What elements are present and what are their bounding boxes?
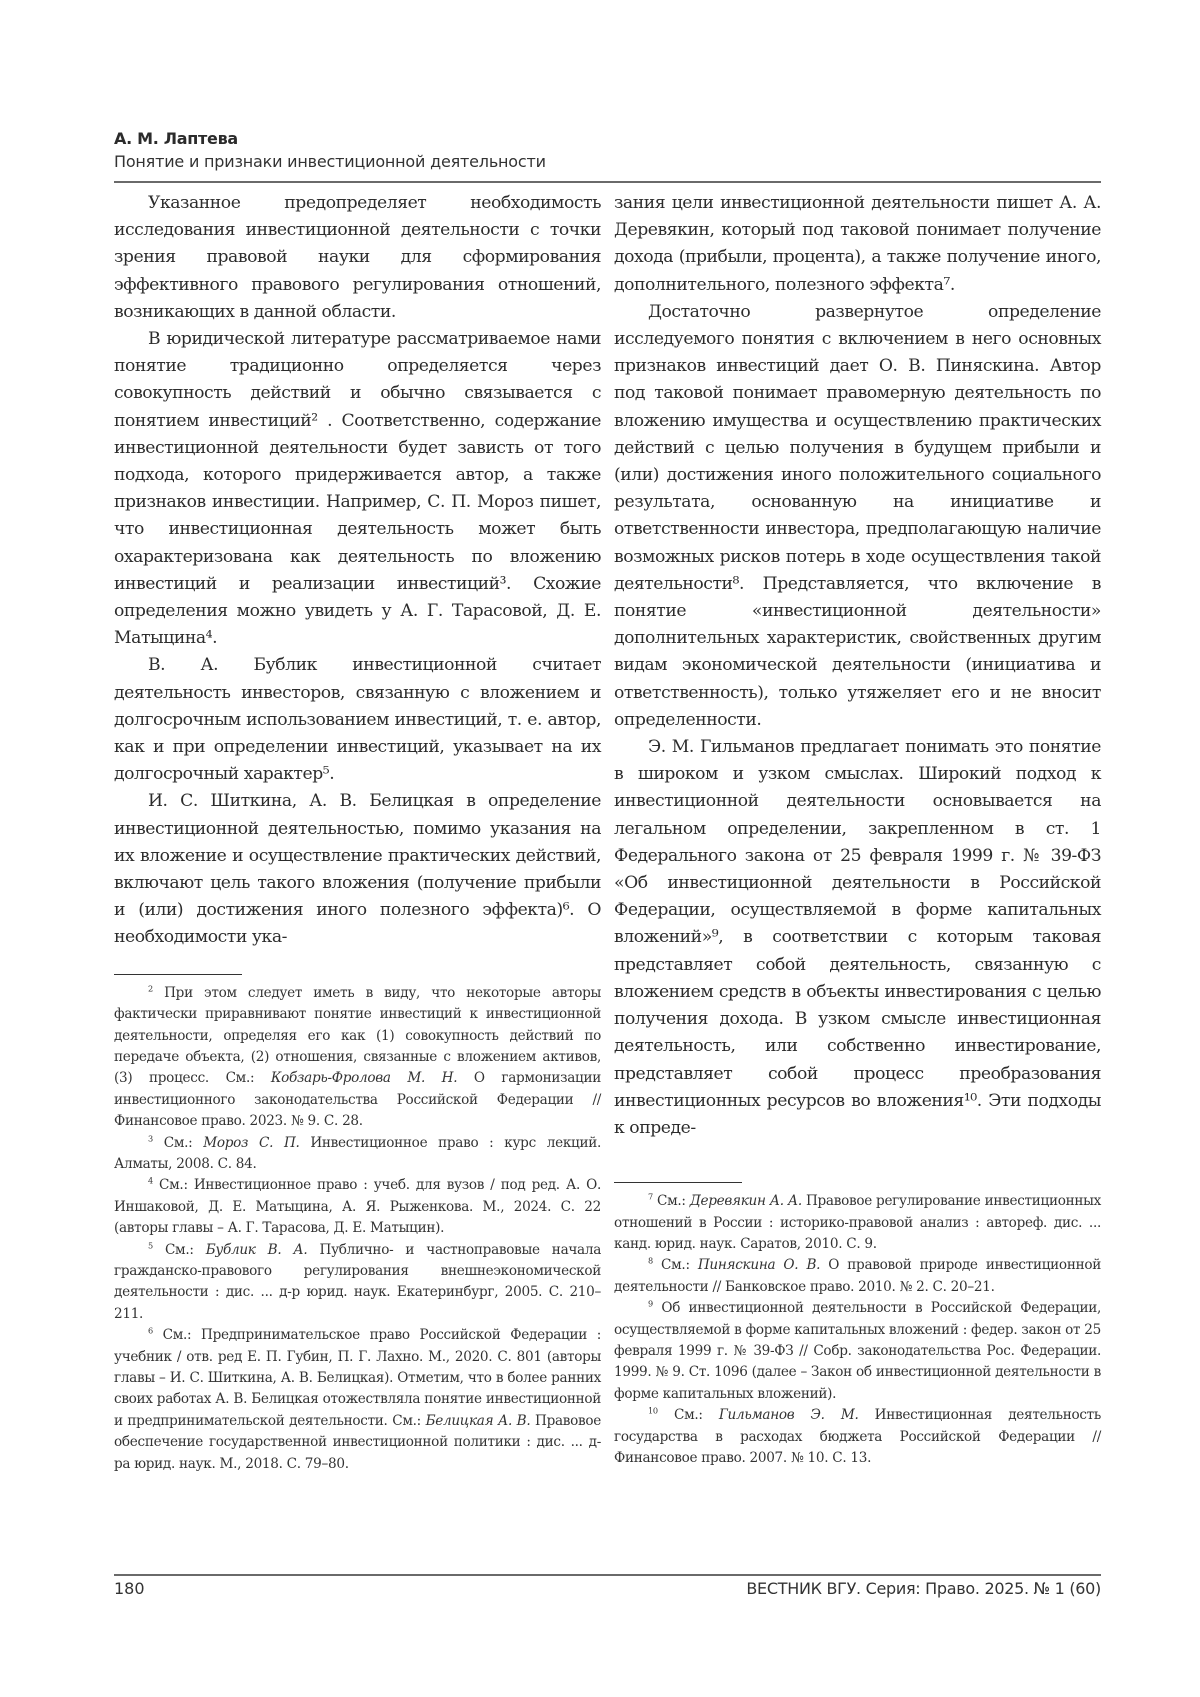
right-body-text	[614, 190, 1101, 1142]
footnote-number: 7	[648, 1191, 653, 1202]
cited-author: Кобзарь-Фролова М. Н.	[270, 1070, 458, 1087]
footnote-number: 8	[648, 1255, 653, 1266]
footnote-number: 3	[148, 1133, 153, 1143]
footnote-number: 4	[148, 1175, 153, 1186]
footnote-text: Правовое регулирование инвестиционных отношений в России : историко-правовой анализ : автореф. дис. ... канд. юрид. наук. Саратов, 2010. С. 9.	[614, 1193, 1102, 1252]
page-number: 180	[114, 1579, 145, 1598]
footnote	[114, 1175, 601, 1239]
footnote-number: 5	[148, 1240, 153, 1251]
footnote-divider	[614, 1182, 742, 1183]
paragraph: И. С. Шиткина, А. В. Белицкая в определение инвестиционной деятельностью, помимо указания на их вложение и осуществление практических действий, включают цель такого вложения (получение прибыли и (или) достижения иного полезного эффекта)⁶. О необходимости ука-	[114, 791, 601, 948]
footnote-number: 2	[148, 983, 153, 994]
footnote-number: 10	[648, 1405, 658, 1416]
left-column	[114, 190, 601, 1475]
left-body-text	[114, 190, 601, 952]
paragraph: В юридической литературе рассматриваемое нами понятие традиционно определяется через совокупность действий и обычно связывается с понятием инвестиций² . Соответственно, содержание инвестиционной деятельности будет зависть от того подхода, которого придерживается автор, а также признаков инвестиции. Например, С. П. Мороз пишет, что инвестиционная деятельность может быть охарактеризована как деятельность по вложению инвестиций и реализации инвестиций³. Схожие определения можно увидеть у А. Г. Тарасовой, Д. Е. Матыцина⁴.	[114, 329, 601, 649]
author-name: А. М. Лаптева	[114, 129, 238, 148]
cited-author: Мороз С. П.	[203, 1134, 300, 1151]
cited-author: Белицкая А. В.	[425, 1412, 531, 1429]
footnote-text: О гармонизации инвестиционного законодательства Российской Федерации // Финансовое право. 2023. № 9. С. 28.	[114, 1070, 601, 1130]
footnote	[114, 1133, 601, 1176]
footnote	[614, 1191, 1101, 1255]
footnote-text: Инвестиционная деятельность государства в расходах бюджета Российской Федерации // Финансовое право. 2007. № 10. С. 13.	[614, 1407, 1101, 1466]
right-footnotes	[614, 1191, 1101, 1469]
footnote-number: 9	[648, 1298, 653, 1309]
paragraph: Указанное предопределяет необходимость исследования инвестиционной деятельности с точки зрения правовой науки для сформирования эффективного правового регулирования отношений, возникающих в данной области.	[114, 193, 601, 322]
header-divider	[114, 181, 1101, 183]
footnote	[114, 983, 601, 1133]
cited-author: Гильманов Э. М.	[718, 1407, 859, 1424]
footnote	[614, 1405, 1101, 1469]
paragraph: В. А. Бублик инвестиционной считает деятельность инвесторов, связанную с вложением и долгосрочным использованием инвестиций, т. е. автор, как и при определении инвестиций, указывает на их долгосрочный характер⁵.	[114, 655, 601, 785]
paragraph: Достаточно развернутое определение исследуемого понятия с включением в него основных признаков инвестиций дает О. В. Пиняскина. Автор под таковой понимает правомерную деятельность по вложению имущества и осуществлению практических действий с целью получения в будущем прибыли и (или) достижения иного положительного социального результата, основанную на инициативе и ответственности инвестора, предполагающую наличие возможных рисков потерь в ходе осуществления такой деятельности⁸. Представляется, что включение в понятие «инвестиционной деятельности» дополнительных характеристик, свойственных другим видам экономической деятельности (инициатива и ответственность), только утяжеляет его и не вносит определенности.	[614, 301, 1101, 730]
footnote-text: Правовое обеспечение государственной инвестиционной политики : дис. ... д-ра юрид. наук. М., 2018. С. 79–80.	[114, 1412, 601, 1472]
footnote-text: См.:	[164, 1241, 206, 1258]
journal-name: ВЕСТНИК ВГУ. Серия: Право. 2025. № 1 (60)	[746, 1579, 1101, 1598]
cited-author: Деревякин А. А.	[689, 1193, 802, 1210]
left-footnotes	[114, 983, 601, 1475]
footnote-text: См.:	[656, 1193, 690, 1210]
footnote	[114, 1325, 601, 1475]
footnote-text: См.: Инвестиционное право : учеб. для вузов / под ред. А. О. Иншаковой, Д. Е. Матыцина, А. Я. Рыженкова. М., 2024. С. 22 (авторы главы – А. Г. Тарасова, Д. Е. Матыцин).	[114, 1177, 601, 1237]
footnote-number: 6	[148, 1325, 153, 1336]
footnote-text: См.:	[661, 1257, 698, 1274]
footnote-text: Об инвестиционной деятельности в Российской Федерации, осуществляемой в форме капитальных вложений : федер. закон от 25 февраля 1999 г. № 39-ФЗ // Собр. законодательства Рос. Федерации. 1999. № 9. Ст. 1096 (далее – Закон об инвестиционной деятельности в форме капитальных вложений).	[614, 1300, 1101, 1402]
footnote-text: Инвестиционное право : курс лекций. Алматы, 2008. С. 84.	[114, 1134, 601, 1172]
footnote-text: См.: Предпринимательское право Российской Федерации : учебник / отв. ред Е. П. Губин, П. Г. Лахно. М., 2020. С. 801 (авторы главы – И. С. Шиткина, А. В. Белицкая). Отметим, что в более ранних своих работах А. В. Белицкая отожествляла понятие инвестиционной и предпринимательской деятельности. См.:	[114, 1327, 601, 1429]
cited-author: Бублик В. А.	[205, 1241, 308, 1258]
footnote-text: См.:	[163, 1134, 204, 1151]
footer-divider	[114, 1574, 1101, 1576]
footnote	[614, 1255, 1101, 1298]
right-column	[614, 190, 1101, 1469]
footnote-text: Публично- и частноправовые начала гражданско-правового регулирования внешнеэкономической деятельности : дис. ... д-р юрид. наук. Екатеринбург, 2005. С. 210–211.	[114, 1241, 601, 1322]
running-head	[114, 128, 1101, 174]
article-title: Понятие и признаки инвестиционной деятельности	[114, 152, 546, 171]
footnote	[114, 1240, 601, 1326]
footnote-divider	[114, 974, 242, 975]
footnote-text: При этом следует иметь в виду, что некоторые авторы фактически приравнивают понятие инвестиций к инвестиционной деятельности, определяя его как (1) совокупность действий по передаче объекта, (2) отношения, связанные с вложением активов, (3) процесс. См.:	[114, 984, 601, 1087]
footnote-text: См.:	[673, 1407, 719, 1424]
paragraph: Э. М. Гильманов предлагает понимать это понятие в широком и узком смыслах. Широкий подход к инвестиционной деятельности основывается на легальном определении, закрепленном в ст. 1 Федерального закона от 25 февраля 1999 г. № 39-ФЗ «Об инвестиционной деятельности в Российской Федерации, осуществляемой в форме капитальных вложений»⁹, в соответствии с которым таковая представляет собой деятельность, связанную с вложением средств в объекты инвестирования с целью получения дохода. В узком смысле инвестиционная деятельность, или собственно инвестирование, представляет собой процесс преобразования инвестиционных ресурсов во вложения¹⁰. Эти подходы к опреде-	[614, 737, 1101, 1138]
footnote-text: О правовой природе инвестиционной деятельности // Банковское право. 2010. № 2. С. 20–21.	[614, 1257, 1101, 1295]
paragraph: зания цели инвестиционной деятельности пишет А. А. Деревякин, который под таковой понимает получение дохода (прибыли, процента), а также получение иного, дополнительного, полезного эффекта⁷.	[614, 193, 1101, 295]
footnote	[614, 1298, 1101, 1405]
cited-author: Пиняскина О. В.	[697, 1257, 821, 1274]
